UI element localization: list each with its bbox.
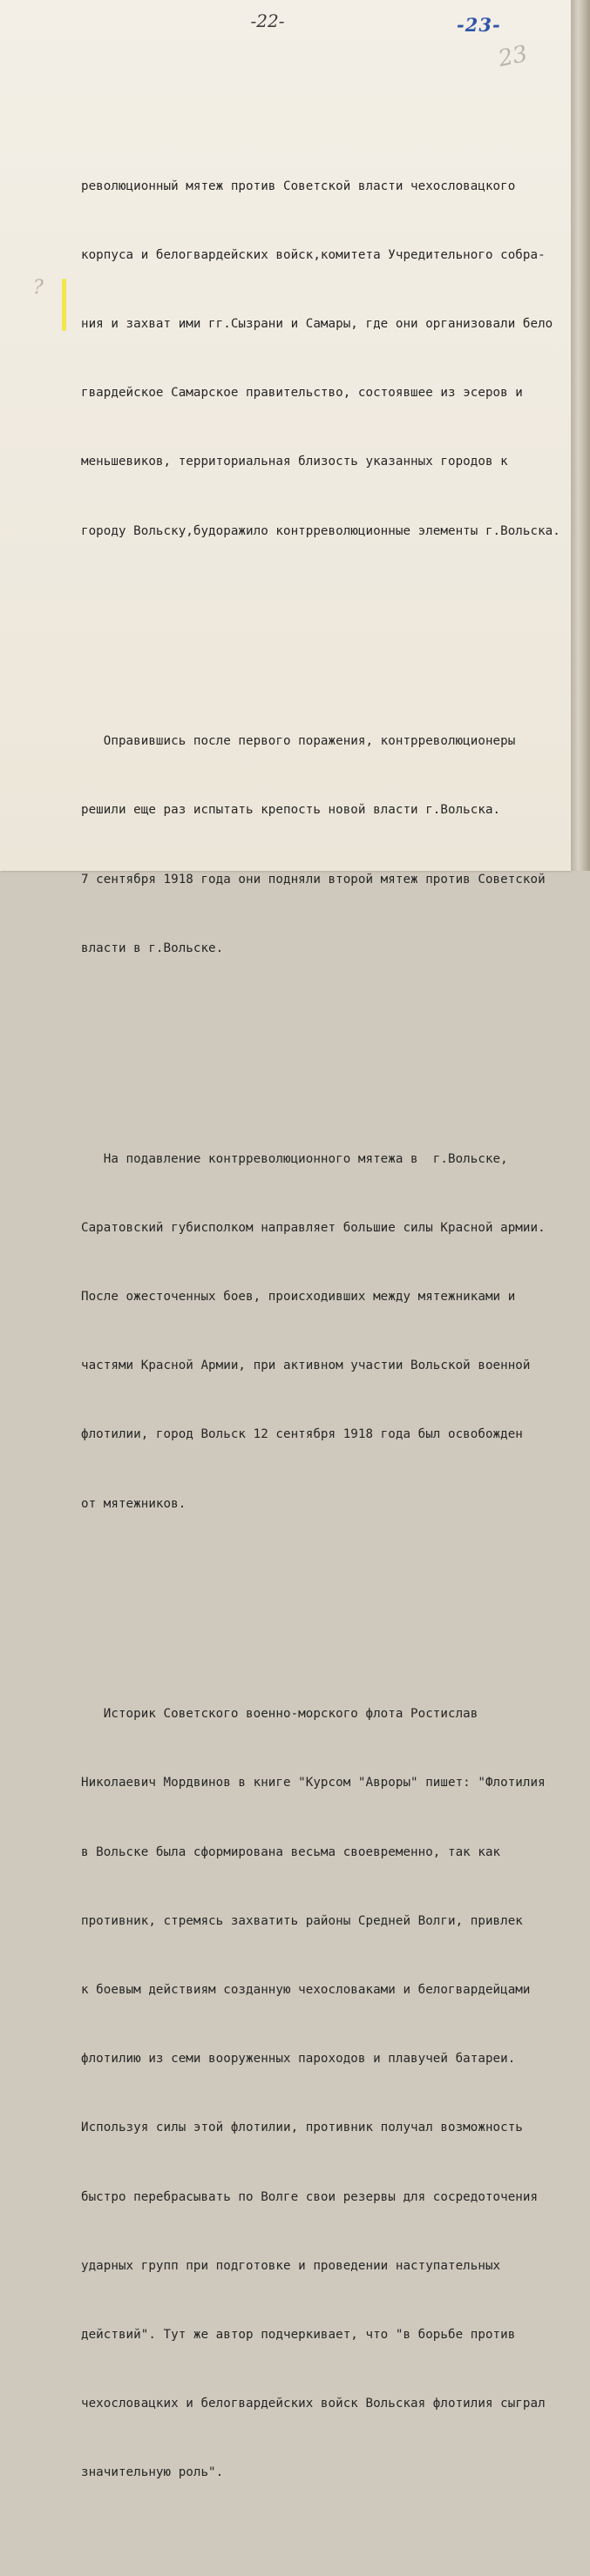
folder-binding-edge: [571, 0, 590, 871]
text-line: флотилию из семи вооруженных пароходов и плавучей батареи.: [81, 2052, 516, 2067]
text-line: Оправившись после первого поражения, контрреволюционеры: [81, 734, 516, 749]
body-text: [81, 83, 587, 2576]
text-line: власти в г.Вольске.: [81, 941, 224, 955]
paragraph-1: [81, 129, 587, 589]
text-line: революционный мятеж против Советской власти чехословацкого: [81, 179, 516, 193]
text-line: гвардейское Самарское правительство, состоявшее из эсеров и: [81, 386, 523, 401]
pencil-page-mark: 23: [496, 40, 530, 73]
paragraph-3: [81, 1102, 587, 1561]
text-line: флотилии, город Вольск 12 сентября 1918 года был освобожден: [81, 1427, 523, 1442]
archive-page-number: -23-: [457, 14, 501, 36]
text-line: ударных групп при подготовке и проведении наступательных: [81, 2258, 501, 2273]
text-line: Используя силы этой флотилии, противник получал возможность: [81, 2121, 523, 2135]
text-line: действий". Тут же автор подчеркивает, что "в борьбе против: [81, 2328, 516, 2343]
text-line: Саратовский губисполком направляет большие силы Красной армии.: [81, 1220, 546, 1235]
text-line: частями Красной Армии, при активном участии Вольской военной: [81, 1359, 531, 1373]
text-line: 7 сентября 1918 года они подняли второй мятеж против Советской: [81, 872, 546, 887]
paragraph-4: [81, 1656, 587, 2530]
paragraph-2: [81, 684, 587, 1006]
text-line: ния и захват ими гг.Сызрани и Самары, где они организовали бело: [81, 317, 553, 332]
text-line: корпуса и белогвардейских войск,комитета Учредительного собра-: [81, 247, 546, 262]
text-line: значительную роль".: [81, 2465, 224, 2480]
text-line: в Вольске была сформирована весьма своевременно, так как: [81, 1844, 501, 1859]
text-line: противник, стремясь захватить районы Средней Волги, привлек: [81, 1913, 523, 1928]
text-line: быстро перебрасывать по Волге свои резервы для сосредоточения: [81, 2189, 539, 2204]
text-line: чехословацких и белогвардейских войск Вольская флотилия сыграл: [81, 2397, 546, 2411]
text-line: меньшевиков, территориальная близость указанных городов к: [81, 455, 508, 469]
text-line: к боевым действиям созданную чехословаками и белогвардейцами: [81, 1983, 531, 1997]
text-line: На подавление контрреволюционного мятежа в г.Вольске,: [81, 1151, 508, 1166]
text-line: Николаевич Мордвинов в книге "Курсом "Авроры" пишет: "Флотилия: [81, 1776, 546, 1790]
text-line: решили еще раз испытать крепость новой власти г.Вольска.: [81, 803, 501, 818]
margin-question-mark: ?: [33, 277, 44, 299]
typed-page-number: -22-: [250, 10, 285, 31]
text-line: от мятежников.: [81, 1496, 186, 1511]
text-line: После ожесточенных боев, происходивших между мятежниками и: [81, 1289, 516, 1304]
text-line: городу Вольску,будоражило контрреволюционные элементы г.Вольска.: [81, 523, 560, 538]
margin-highlight-mark: [62, 279, 66, 331]
text-line: Историк Советского военно-морского флота Ростислав: [81, 1707, 478, 1722]
